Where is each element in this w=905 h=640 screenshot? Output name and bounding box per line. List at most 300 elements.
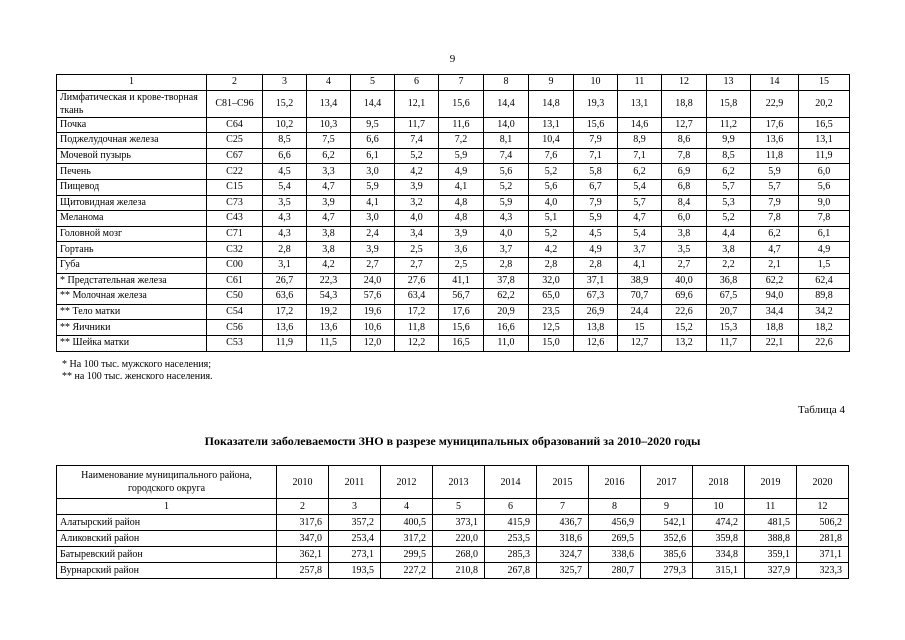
- value-cell: 2,2: [707, 257, 751, 273]
- value-cell: 69,6: [662, 289, 707, 305]
- icd-code-cell: С00: [207, 257, 263, 273]
- value-cell: 4,7: [307, 179, 351, 195]
- value-cell: 12,5: [529, 320, 574, 336]
- year-header-cell: 2018: [693, 466, 745, 499]
- value-cell: 5,4: [618, 226, 662, 242]
- value-cell: 13,2: [662, 335, 707, 351]
- table-row: [57, 531, 849, 547]
- value-cell: 4,2: [307, 257, 351, 273]
- value-cell: 62,2: [751, 273, 799, 289]
- value-cell: 385,6: [641, 547, 693, 563]
- value-cell: 210,8: [433, 563, 485, 579]
- year-header-cell: 2017: [641, 466, 693, 499]
- value-cell: 16,6: [484, 320, 529, 336]
- site-name-cell: ** Молочная железа: [57, 289, 207, 305]
- value-cell: 8,9: [618, 133, 662, 149]
- header-cell: 15: [799, 75, 850, 91]
- value-cell: 62,2: [484, 289, 529, 305]
- value-cell: 4,2: [395, 164, 439, 180]
- site-name-cell: * Предстательная железа: [57, 273, 207, 289]
- value-cell: 17,2: [395, 304, 439, 320]
- value-cell: 2,1: [751, 257, 799, 273]
- year-header-cell: 2013: [433, 466, 485, 499]
- value-cell: 57,6: [351, 289, 395, 305]
- site-name-cell: Губа: [57, 257, 207, 273]
- icd-code-cell: С73: [207, 195, 263, 211]
- site-name-cell: Мочевой пузырь: [57, 148, 207, 164]
- value-cell: 12,7: [662, 117, 707, 133]
- value-cell: 11,5: [307, 335, 351, 351]
- value-cell: 16,5: [439, 335, 484, 351]
- header-cell: 10: [574, 75, 618, 91]
- table-row: [57, 515, 849, 531]
- value-cell: 14,0: [484, 117, 529, 133]
- value-cell: 70,7: [618, 289, 662, 305]
- value-cell: 17,6: [439, 304, 484, 320]
- icd-code-cell: С50: [207, 289, 263, 305]
- value-cell: 5,9: [751, 164, 799, 180]
- value-cell: 4,2: [529, 242, 574, 258]
- value-cell: 89,8: [799, 289, 850, 305]
- value-cell: 6,7: [574, 179, 618, 195]
- value-cell: 7,2: [439, 133, 484, 149]
- value-cell: 3,8: [662, 226, 707, 242]
- table-row: [57, 563, 849, 579]
- page-number: 9: [449, 53, 456, 65]
- value-cell: 269,5: [589, 531, 641, 547]
- value-cell: 3,8: [307, 242, 351, 258]
- numbering-cell: 11: [745, 499, 797, 515]
- value-cell: 257,8: [277, 563, 329, 579]
- value-cell: 15,2: [263, 90, 307, 117]
- value-cell: 14,4: [351, 90, 395, 117]
- value-cell: 3,3: [307, 164, 351, 180]
- value-cell: 7,1: [618, 148, 662, 164]
- value-cell: 474,2: [693, 515, 745, 531]
- table-row: [57, 164, 850, 180]
- value-cell: 17,2: [263, 304, 307, 320]
- value-cell: 2,5: [395, 242, 439, 258]
- value-cell: 27,6: [395, 273, 439, 289]
- numbering-cell: 12: [797, 499, 849, 515]
- value-cell: 542,1: [641, 515, 693, 531]
- value-cell: 318,6: [537, 531, 589, 547]
- value-cell: 63,4: [395, 289, 439, 305]
- value-cell: 3,5: [263, 195, 307, 211]
- value-cell: 5,2: [395, 148, 439, 164]
- site-name-cell: Лимфатическая и крове-творная ткань: [57, 90, 207, 117]
- value-cell: 7,5: [307, 133, 351, 149]
- value-cell: 19,3: [574, 90, 618, 117]
- value-cell: 13,8: [574, 320, 618, 336]
- value-cell: 4,5: [263, 164, 307, 180]
- header-cell: 6: [395, 75, 439, 91]
- value-cell: 279,3: [641, 563, 693, 579]
- value-cell: 56,7: [439, 289, 484, 305]
- value-cell: 3,9: [395, 179, 439, 195]
- value-cell: 15,6: [439, 90, 484, 117]
- cancer-incidence-table: [56, 74, 850, 352]
- value-cell: 15,3: [707, 320, 751, 336]
- value-cell: 18,2: [799, 320, 850, 336]
- numbering-cell: 2: [277, 499, 329, 515]
- value-cell: 4,5: [574, 226, 618, 242]
- value-cell: 14,8: [529, 90, 574, 117]
- value-cell: 26,9: [574, 304, 618, 320]
- site-name-cell: Гортань: [57, 242, 207, 258]
- value-cell: 371,1: [797, 547, 849, 563]
- header-cell: 8: [484, 75, 529, 91]
- site-name-cell: Меланома: [57, 211, 207, 227]
- value-cell: 5,7: [751, 179, 799, 195]
- value-cell: 15,6: [439, 320, 484, 336]
- value-cell: 506,2: [797, 515, 849, 531]
- year-header-cell: 2010: [277, 466, 329, 499]
- value-cell: 357,2: [329, 515, 381, 531]
- value-cell: 5,6: [484, 164, 529, 180]
- value-cell: 15,2: [662, 320, 707, 336]
- value-cell: 4,9: [799, 242, 850, 258]
- site-name-cell: Щитовидная железа: [57, 195, 207, 211]
- value-cell: 22,6: [662, 304, 707, 320]
- value-cell: 2,7: [395, 257, 439, 273]
- value-cell: 2,8: [263, 242, 307, 258]
- value-cell: 253,5: [485, 531, 537, 547]
- numbering-cell: 4: [381, 499, 433, 515]
- value-cell: 10,6: [351, 320, 395, 336]
- value-cell: 4,9: [574, 242, 618, 258]
- year-header-cell: 2011: [329, 466, 381, 499]
- table-row: [57, 242, 850, 258]
- numbering-cell: 7: [537, 499, 589, 515]
- value-cell: 7,9: [751, 195, 799, 211]
- value-cell: 5,4: [263, 179, 307, 195]
- header-cell: 2: [207, 75, 263, 91]
- value-cell: 11,2: [707, 117, 751, 133]
- value-cell: 26,7: [263, 273, 307, 289]
- value-cell: 14,4: [484, 90, 529, 117]
- table-row: [57, 304, 850, 320]
- value-cell: 6,6: [351, 133, 395, 149]
- value-cell: 20,2: [799, 90, 850, 117]
- value-cell: 3,8: [707, 242, 751, 258]
- site-name-cell: ** Яичники: [57, 320, 207, 336]
- icd-code-cell: С53: [207, 335, 263, 351]
- value-cell: 11,6: [439, 117, 484, 133]
- value-cell: 18,8: [662, 90, 707, 117]
- value-cell: 2,5: [439, 257, 484, 273]
- table-row: [57, 289, 850, 305]
- table-row: [57, 320, 850, 336]
- value-cell: 6,2: [307, 148, 351, 164]
- value-cell: 347,0: [277, 531, 329, 547]
- site-name-cell: Печень: [57, 164, 207, 180]
- header-cell: 12: [662, 75, 707, 91]
- value-cell: 11,8: [395, 320, 439, 336]
- value-cell: 5,2: [707, 211, 751, 227]
- value-cell: 3,1: [263, 257, 307, 273]
- value-cell: 32,0: [529, 273, 574, 289]
- value-cell: 6,0: [662, 211, 707, 227]
- value-cell: 338,6: [589, 547, 641, 563]
- value-cell: 12,0: [351, 335, 395, 351]
- value-cell: 11,8: [751, 148, 799, 164]
- value-cell: 7,9: [574, 195, 618, 211]
- value-cell: 4,4: [707, 226, 751, 242]
- value-cell: 11,0: [484, 335, 529, 351]
- value-cell: 8,5: [707, 148, 751, 164]
- value-cell: 62,4: [799, 273, 850, 289]
- header-cell: 9: [529, 75, 574, 91]
- value-cell: 13,1: [618, 90, 662, 117]
- table-header-row: [57, 75, 850, 91]
- value-cell: 6,1: [351, 148, 395, 164]
- table-row: [57, 117, 850, 133]
- district-name-cell: Вурнарский район: [57, 563, 277, 579]
- icd-code-cell: С56: [207, 320, 263, 336]
- table-row: [57, 273, 850, 289]
- value-cell: 362,1: [277, 547, 329, 563]
- header-name-cell: Наименование муниципального района, городского округа: [57, 466, 277, 499]
- value-cell: 5,9: [351, 179, 395, 195]
- value-cell: 3,0: [351, 164, 395, 180]
- value-cell: 267,8: [485, 563, 537, 579]
- value-cell: 5,6: [529, 179, 574, 195]
- value-cell: 3,5: [662, 242, 707, 258]
- value-cell: 19,2: [307, 304, 351, 320]
- value-cell: 5,7: [707, 179, 751, 195]
- value-cell: 4,0: [395, 211, 439, 227]
- numbering-cell: 3: [329, 499, 381, 515]
- value-cell: 8,6: [662, 133, 707, 149]
- value-cell: 317,6: [277, 515, 329, 531]
- value-cell: 4,8: [439, 211, 484, 227]
- site-name-cell: Поджелудочная железа: [57, 133, 207, 149]
- header-cell: 3: [263, 75, 307, 91]
- value-cell: 3,7: [484, 242, 529, 258]
- value-cell: 8,1: [484, 133, 529, 149]
- value-cell: 268,0: [433, 547, 485, 563]
- value-cell: 12,6: [574, 335, 618, 351]
- value-cell: 37,8: [484, 273, 529, 289]
- value-cell: 67,5: [707, 289, 751, 305]
- value-cell: 317,2: [381, 531, 433, 547]
- value-cell: 400,5: [381, 515, 433, 531]
- value-cell: 359,1: [745, 547, 797, 563]
- value-cell: 7,9: [574, 133, 618, 149]
- value-cell: 2,4: [351, 226, 395, 242]
- value-cell: 5,7: [618, 195, 662, 211]
- icd-code-cell: С15: [207, 179, 263, 195]
- value-cell: 7,8: [751, 211, 799, 227]
- value-cell: 4,0: [484, 226, 529, 242]
- value-cell: 8,5: [263, 133, 307, 149]
- value-cell: 5,6: [799, 179, 850, 195]
- value-cell: 5,4: [618, 179, 662, 195]
- table-caption: Таблица 4: [797, 404, 845, 416]
- value-cell: 38,9: [618, 273, 662, 289]
- value-cell: 6,9: [662, 164, 707, 180]
- value-cell: 13,1: [799, 133, 850, 149]
- header-cell: 4: [307, 75, 351, 91]
- table-row: [57, 90, 850, 117]
- value-cell: 281,8: [797, 531, 849, 547]
- district-name-cell: Алатырский район: [57, 515, 277, 531]
- value-cell: 6,2: [618, 164, 662, 180]
- value-cell: 9,0: [799, 195, 850, 211]
- value-cell: 324,7: [537, 547, 589, 563]
- value-cell: 15,6: [574, 117, 618, 133]
- value-cell: 12,7: [618, 335, 662, 351]
- value-cell: 359,8: [693, 531, 745, 547]
- value-cell: 352,6: [641, 531, 693, 547]
- numbering-cell: 5: [433, 499, 485, 515]
- site-name-cell: Головной мозг: [57, 226, 207, 242]
- value-cell: 8,4: [662, 195, 707, 211]
- value-cell: 6,2: [751, 226, 799, 242]
- value-cell: 17,6: [751, 117, 799, 133]
- value-cell: 6,6: [263, 148, 307, 164]
- year-header-cell: 2014: [485, 466, 537, 499]
- value-cell: 4,8: [439, 195, 484, 211]
- value-cell: 4,3: [263, 211, 307, 227]
- value-cell: 5,2: [529, 226, 574, 242]
- header-cell: 7: [439, 75, 484, 91]
- value-cell: 7,8: [662, 148, 707, 164]
- value-cell: 9,5: [351, 117, 395, 133]
- value-cell: 273,1: [329, 547, 381, 563]
- value-cell: 456,9: [589, 515, 641, 531]
- value-cell: 220,0: [433, 531, 485, 547]
- value-cell: 24,4: [618, 304, 662, 320]
- value-cell: 34,2: [799, 304, 850, 320]
- value-cell: 3,2: [395, 195, 439, 211]
- header-cell: 5: [351, 75, 395, 91]
- value-cell: 20,7: [707, 304, 751, 320]
- value-cell: 13,6: [751, 133, 799, 149]
- value-cell: 14,6: [618, 117, 662, 133]
- icd-code-cell: С71: [207, 226, 263, 242]
- value-cell: 24,0: [351, 273, 395, 289]
- table-row: [57, 257, 850, 273]
- value-cell: 13,1: [529, 117, 574, 133]
- table-row: [57, 195, 850, 211]
- icd-code-cell: С32: [207, 242, 263, 258]
- value-cell: 4,1: [351, 195, 395, 211]
- value-cell: 323,3: [797, 563, 849, 579]
- value-cell: 373,1: [433, 515, 485, 531]
- value-cell: 54,3: [307, 289, 351, 305]
- value-cell: 7,4: [484, 148, 529, 164]
- value-cell: 18,8: [751, 320, 799, 336]
- site-name-cell: Пищевод: [57, 179, 207, 195]
- value-cell: 22,6: [799, 335, 850, 351]
- value-cell: 6,2: [707, 164, 751, 180]
- value-cell: 5,9: [439, 148, 484, 164]
- value-cell: 4,1: [618, 257, 662, 273]
- value-cell: 3,4: [395, 226, 439, 242]
- icd-code-cell: С25: [207, 133, 263, 149]
- table-row: [57, 133, 850, 149]
- icd-code-cell: С67: [207, 148, 263, 164]
- value-cell: 23,5: [529, 304, 574, 320]
- municipal-incidence-table: [56, 465, 849, 579]
- value-cell: 5,2: [484, 179, 529, 195]
- site-name-cell: Почка: [57, 117, 207, 133]
- value-cell: 280,7: [589, 563, 641, 579]
- value-cell: 11,9: [263, 335, 307, 351]
- value-cell: 2,7: [662, 257, 707, 273]
- icd-code-cell: С64: [207, 117, 263, 133]
- icd-code-cell: С22: [207, 164, 263, 180]
- value-cell: 5,9: [574, 211, 618, 227]
- value-cell: 3,8: [307, 226, 351, 242]
- value-cell: 2,8: [574, 257, 618, 273]
- value-cell: 12,1: [395, 90, 439, 117]
- value-cell: 1,5: [799, 257, 850, 273]
- numbering-cell: 6: [485, 499, 537, 515]
- value-cell: 63,6: [263, 289, 307, 305]
- header-cell: 1: [57, 75, 207, 91]
- icd-code-cell: С54: [207, 304, 263, 320]
- year-header-cell: 2020: [797, 466, 849, 499]
- value-cell: 20,9: [484, 304, 529, 320]
- footnote-female: ** на 100 тыс. женского населения.: [62, 371, 213, 382]
- value-cell: 5,8: [574, 164, 618, 180]
- value-cell: 6,1: [799, 226, 850, 242]
- value-cell: 3,6: [439, 242, 484, 258]
- value-cell: 3,9: [439, 226, 484, 242]
- value-cell: 41,1: [439, 273, 484, 289]
- value-cell: 5,2: [529, 164, 574, 180]
- table-row: [57, 148, 850, 164]
- value-cell: 4,7: [751, 242, 799, 258]
- icd-code-cell: С43: [207, 211, 263, 227]
- value-cell: 481,5: [745, 515, 797, 531]
- value-cell: 4,1: [439, 179, 484, 195]
- footnote-male: * На 100 тыс. мужского населения;: [62, 359, 212, 370]
- table-title: Показатели заболеваемости ЗНО в разрезе муниципальных образований за 2010–2020 годы: [204, 434, 701, 448]
- value-cell: 4,3: [263, 226, 307, 242]
- value-cell: 7,4: [395, 133, 439, 149]
- value-cell: 11,9: [799, 148, 850, 164]
- site-name-cell: ** Тело матки: [57, 304, 207, 320]
- value-cell: 40,0: [662, 273, 707, 289]
- value-cell: 327,9: [745, 563, 797, 579]
- value-cell: 253,4: [329, 531, 381, 547]
- value-cell: 11,7: [707, 335, 751, 351]
- value-cell: 3,9: [351, 242, 395, 258]
- value-cell: 3,0: [351, 211, 395, 227]
- value-cell: 299,5: [381, 547, 433, 563]
- value-cell: 388,8: [745, 531, 797, 547]
- table-row: [57, 226, 850, 242]
- year-header-cell: 2016: [589, 466, 641, 499]
- header-cell: 11: [618, 75, 662, 91]
- numbering-cell: 10: [693, 499, 745, 515]
- value-cell: 10,4: [529, 133, 574, 149]
- value-cell: 5,1: [529, 211, 574, 227]
- value-cell: 3,7: [618, 242, 662, 258]
- numbering-cell: 8: [589, 499, 641, 515]
- value-cell: 5,3: [707, 195, 751, 211]
- icd-code-cell: С61: [207, 273, 263, 289]
- value-cell: 2,7: [351, 257, 395, 273]
- value-cell: 6,0: [799, 164, 850, 180]
- value-cell: 37,1: [574, 273, 618, 289]
- value-cell: 9,9: [707, 133, 751, 149]
- icd-code-cell: С81–С96: [207, 90, 263, 117]
